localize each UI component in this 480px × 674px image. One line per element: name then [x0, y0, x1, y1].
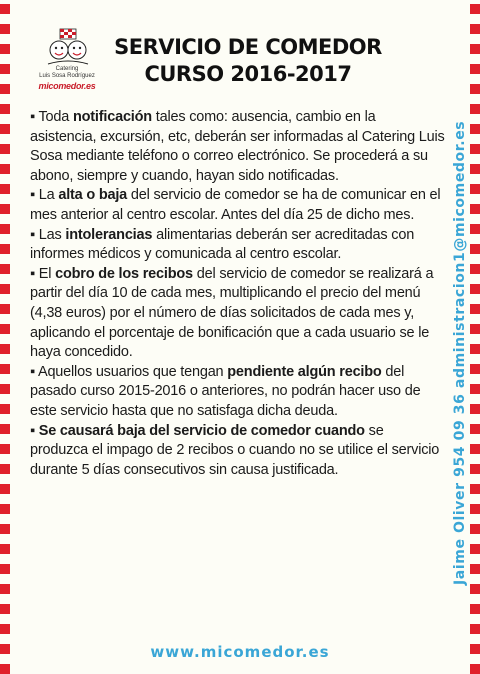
border-square — [470, 464, 480, 474]
rules-content — [30, 108, 445, 480]
rule-text: del servicio de comedor se realizará a partir del día 10 de cada mes, multiplicando el precio del menú (4,38 euros) por el número de días solicitados de cada mes y, aplicando el porcentaje de bonificación que a cada usuario se le haya concedido. — [30, 265, 434, 361]
border-square — [470, 224, 480, 234]
border-square — [470, 264, 480, 274]
border-square — [470, 484, 480, 494]
border-square — [470, 124, 480, 134]
title-line-2: CURSO 2016-2017 — [144, 62, 352, 86]
border-square — [470, 564, 480, 574]
rule-prefix: ▪ La — [30, 187, 59, 204]
rule-prefix: ▪ Las — [30, 226, 66, 243]
rule-prefix: ▪ Aquellos usuarios que tengan — [30, 363, 228, 380]
rule-text: del pasado curso 2015-2016 o anteriores, no podrán hacer uso de este servicio hasta que no satisfaga dicha deuda. — [30, 363, 421, 419]
border-square — [470, 404, 480, 414]
border-square — [0, 544, 10, 554]
border-square — [0, 344, 10, 354]
rule-prefix: ▪ Toda — [30, 109, 73, 125]
border-square — [470, 184, 480, 194]
border-square — [0, 244, 10, 254]
rule-text: se produzca el impago de 2 recibos o cuando no se utilice el servicio durante 5 días consecutivos sin causa justificada. — [30, 422, 440, 478]
border-square — [0, 384, 10, 394]
border-square — [0, 304, 10, 314]
border-square — [0, 624, 10, 634]
border-square — [0, 564, 10, 574]
border-square — [0, 24, 10, 34]
border-square — [470, 284, 480, 294]
border-square — [0, 464, 10, 474]
rule-prefix: ▪ El — [30, 265, 56, 282]
border-square — [470, 424, 480, 434]
border-square — [0, 444, 10, 454]
footer-website: www.micomedor.es — [150, 643, 330, 661]
rule-pending-receipts — [30, 363, 445, 422]
border-square — [470, 4, 480, 14]
border-square — [470, 244, 480, 254]
rule-text: alimentarias deberán ser acreditadas con informes médicos y comunicada al centro escolar. — [30, 226, 415, 263]
border-square — [0, 584, 10, 594]
border-square — [470, 604, 480, 614]
border-square — [0, 504, 10, 514]
rule-billing — [30, 265, 445, 363]
border-square — [0, 184, 10, 194]
rule-keyword: notificación — [72, 109, 152, 125]
page-title — [108, 34, 388, 88]
rule-intolerances — [30, 226, 445, 265]
border-square — [470, 44, 480, 54]
border-square — [470, 444, 480, 454]
border-square — [470, 384, 480, 394]
border-square — [0, 324, 10, 334]
border-square — [470, 144, 480, 154]
catering-logo — [32, 28, 102, 94]
border-square — [470, 504, 480, 514]
border-square — [0, 604, 10, 614]
rule-notifications — [30, 108, 445, 186]
contact-vertical-text: Jaime Oliver 954 09 36 administracion1@micomedor.es — [452, 120, 468, 585]
border-square — [0, 484, 10, 494]
border-square — [0, 144, 10, 154]
border-square — [470, 64, 480, 74]
border-square — [0, 364, 10, 374]
border-square — [470, 364, 480, 374]
border-square — [0, 64, 10, 74]
chef-icon — [42, 28, 94, 66]
rule-keyword: intolerancias — [65, 226, 153, 243]
border-square — [0, 4, 10, 14]
border-square — [0, 404, 10, 414]
border-square — [0, 44, 10, 54]
border-square — [0, 104, 10, 114]
border-square — [0, 204, 10, 214]
border-square — [0, 224, 10, 234]
border-square — [470, 624, 480, 634]
rule-enrollment — [30, 186, 445, 225]
rule-keyword: cobro de los recibos — [55, 265, 193, 282]
border-square — [470, 324, 480, 334]
border-square — [470, 664, 480, 674]
border-square — [0, 124, 10, 134]
rule-keyword: ▪ Se causará baja del servicio de comedor cuando — [30, 422, 365, 439]
logo-caption-name: Luis Sosa Rodríguez — [39, 73, 95, 79]
border-square — [0, 164, 10, 174]
border-square — [0, 664, 10, 674]
border-square — [470, 84, 480, 94]
border-square — [470, 524, 480, 534]
border-square — [0, 284, 10, 294]
border-square — [470, 164, 480, 174]
logo-brand: micomedor.es — [38, 81, 96, 91]
rule-text: del servicio de comedor se ha de comunicar en el mes anterior al centro escolar. Antes del día 25 de dicho mes. — [30, 187, 441, 223]
rule-keyword: alta o baja — [58, 187, 128, 204]
border-square — [470, 544, 480, 554]
rule-text: tales como: ausencia, cambio en la asistencia, excursión, etc, deberán ser informadas al Catering Luis Sosa mediante teléfono o correo electrónico. Se procederá a su abono, siempre y cuando, hayan sido notificadas. — [30, 109, 445, 184]
rule-keyword: pendiente algún recibo — [227, 363, 382, 380]
title-line-1: SERVICIO DE COMEDOR — [114, 35, 382, 59]
border-square — [0, 524, 10, 534]
border-square — [0, 84, 10, 94]
border-square — [0, 424, 10, 434]
border-square — [470, 24, 480, 34]
rule-cancellation — [30, 422, 445, 481]
border-square — [470, 584, 480, 594]
border-square — [470, 204, 480, 214]
border-square — [470, 104, 480, 114]
border-square — [470, 304, 480, 314]
logo-caption-catering: Catering — [55, 66, 79, 72]
border-square — [0, 264, 10, 274]
border-square — [470, 344, 480, 354]
